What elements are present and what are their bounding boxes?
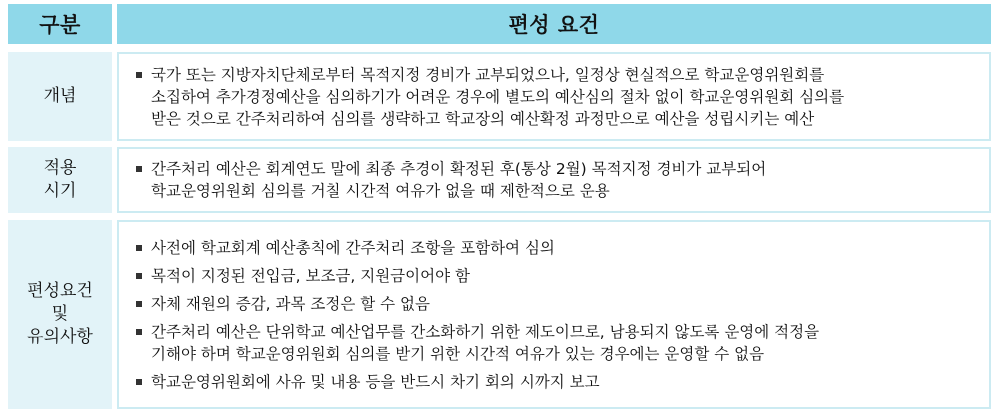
- item-text-line: 간주처리 예산은 단위학교 예산업무를 간소화하기 위한 제도이므로, 남용되지 않도록 운영에 적정을: [151, 322, 820, 341]
- list-item: [135, 237, 979, 259]
- row-concept-label: [8, 52, 112, 141]
- row-requirements-label: [8, 220, 112, 409]
- header-category-text: 구분: [39, 13, 81, 37]
- list-item: [135, 371, 979, 393]
- item-text-line: 기해야 하며 학교운영위원회 심의를 받기 위한 시간적 여유가 있는 경우에는 운영할 수 없음: [151, 344, 765, 363]
- header-col-requirements: [117, 4, 991, 44]
- row-label-line: 편성요건: [27, 281, 93, 301]
- item-text-line: 자체 재원의 증감, 과목 조정은 할 수 없음: [151, 294, 430, 313]
- item-text-line: 사전에 학교회계 예산총칙에 간주처리 조항을 포함하여 심의: [151, 238, 555, 257]
- list-item: [135, 321, 979, 365]
- header-col-category: [8, 4, 112, 44]
- list-item: [135, 293, 979, 315]
- row-label-line: 개념: [43, 86, 77, 106]
- item-text-line: 목적이 지정된 전입금, 보조금, 지원금이어야 함: [151, 266, 470, 285]
- row-concept-body: [117, 52, 991, 141]
- item-text-line: 국가 또는 지방자치단체로부터 목적지정 경비가 교부되었으나, 일정상 현실적으로 학교운영위원회를: [151, 65, 825, 84]
- item-text-line: 학교운영위원회 심의를 거칠 시간적 여유가 없을 때 제한적으로 운용: [151, 182, 610, 200]
- item-text-line: 소집하여 추가경정예산을 심의하기가 어려운 경우에 별도의 예산심의 절차 없이 학교운영위원회 심의를: [151, 87, 845, 106]
- row-requirements-body: [117, 220, 991, 409]
- item-text-line: 간주처리 예산은 회계연도 말에 최종 추경이 확정된 후(통상 2월) 목적지정 경비가 교부되어: [151, 160, 767, 178]
- item-text-line: 받은 것으로 간주처리하여 심의를 생략하고 학교장의 예산확정 과정만으로 예산을 성립시키는 예산: [151, 109, 815, 128]
- list-item: [135, 158, 979, 202]
- row-label-line: 시기: [43, 181, 77, 201]
- row-timing-body: [117, 147, 991, 213]
- row-timing-label: [8, 147, 112, 213]
- item-text-line: 학교운영위원회에 사유 및 내용 등을 반드시 차기 회의 시까지 보고: [151, 372, 600, 391]
- list-item: [135, 265, 979, 287]
- header-requirements-text: 편성 요건: [508, 13, 600, 37]
- list-item: [135, 64, 979, 130]
- row-label-line: 유의사항: [27, 327, 93, 347]
- row-label-line: 및: [51, 304, 69, 324]
- row-label-line: 적용: [43, 158, 77, 178]
